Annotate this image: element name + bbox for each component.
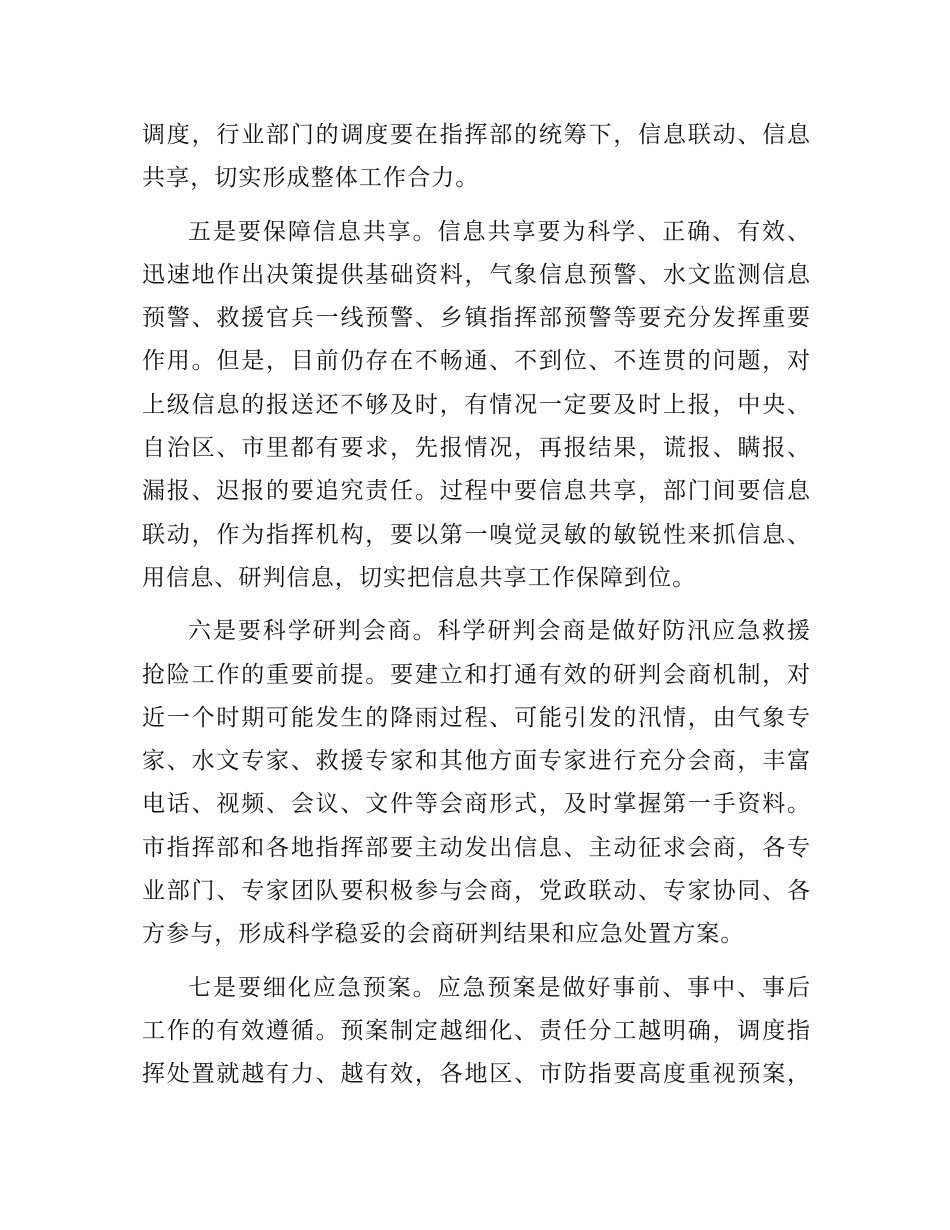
text-line: 作用。但是，目前仍存在不畅通、不到位、不连贯的问题，对 — [142, 348, 810, 375]
text-line: 工作的有效遵循。预案制定越细化、责任分工越明确，调度指 — [142, 1017, 810, 1044]
text-line: 五是要保障信息共享。信息共享要为科学、正确、有效、 — [188, 218, 810, 245]
paragraph-five — [142, 211, 810, 601]
document-body — [142, 114, 810, 1097]
text-line: 自治区、市里都有要求，先报情况，再报结果，谎报、瞒报、 — [142, 435, 810, 462]
text-line: 用信息、研判信息，切实把信息共享工作保障到位。 — [142, 564, 697, 591]
text-line: 上级信息的报送还不够及时，有情况一定要及时上报，中央、 — [142, 391, 810, 418]
text-line: 迅速地作出决策提供基础资料，气象信息预警、水文监测信息 — [142, 261, 810, 288]
paragraph-continuation — [142, 114, 810, 201]
text-line: 方参与，形成科学稳妥的会商研判结果和应急处置方案。 — [142, 921, 745, 948]
text-line: 电话、视频、会议、文件等会商形式，及时掌握第一手资料。 — [142, 791, 810, 818]
text-line: 预警、救援官兵一线预警、乡镇指挥部预警等要充分发挥重要 — [142, 305, 810, 332]
text-line: 业部门、专家团队要积极参与会商，党政联动、专家协同、各 — [142, 878, 810, 905]
text-line: 抢险工作的重要前提。要建立和打通有效的研判会商机制，对 — [142, 661, 810, 688]
paragraph-six — [142, 610, 810, 956]
text-line: 漏报、迟报的要追究责任。过程中要信息共享，部门间要信息 — [142, 478, 810, 505]
text-line: 联动，作为指挥机构，要以第一嗅觉灵敏的敏锐性来抓信息、 — [142, 521, 810, 548]
text-line: 共享，切实形成整体工作合力。 — [142, 165, 480, 192]
text-line: 挥处置就越有力、越有效，各地区、市防指要高度重视预案， — [142, 1061, 810, 1088]
text-line: 六是要科学研判会商。科学研判会商是做好防汛应急救援 — [188, 618, 810, 645]
paragraph-seven — [142, 967, 810, 1097]
text-line: 家、水文专家、救援专家和其他方面专家进行充分会商，丰富 — [142, 748, 810, 775]
text-line: 七是要细化应急预案。应急预案是做好事前、事中、事后 — [188, 974, 810, 1001]
text-line: 近一个时期可能发生的降雨过程、可能引发的汛情，由气象专 — [142, 704, 810, 731]
text-line: 调度，行业部门的调度要在指挥部的统筹下，信息联动、信息 — [142, 122, 810, 148]
text-line: 市指挥部和各地指挥部要主动发出信息、主动征求会商，各专 — [142, 834, 810, 861]
